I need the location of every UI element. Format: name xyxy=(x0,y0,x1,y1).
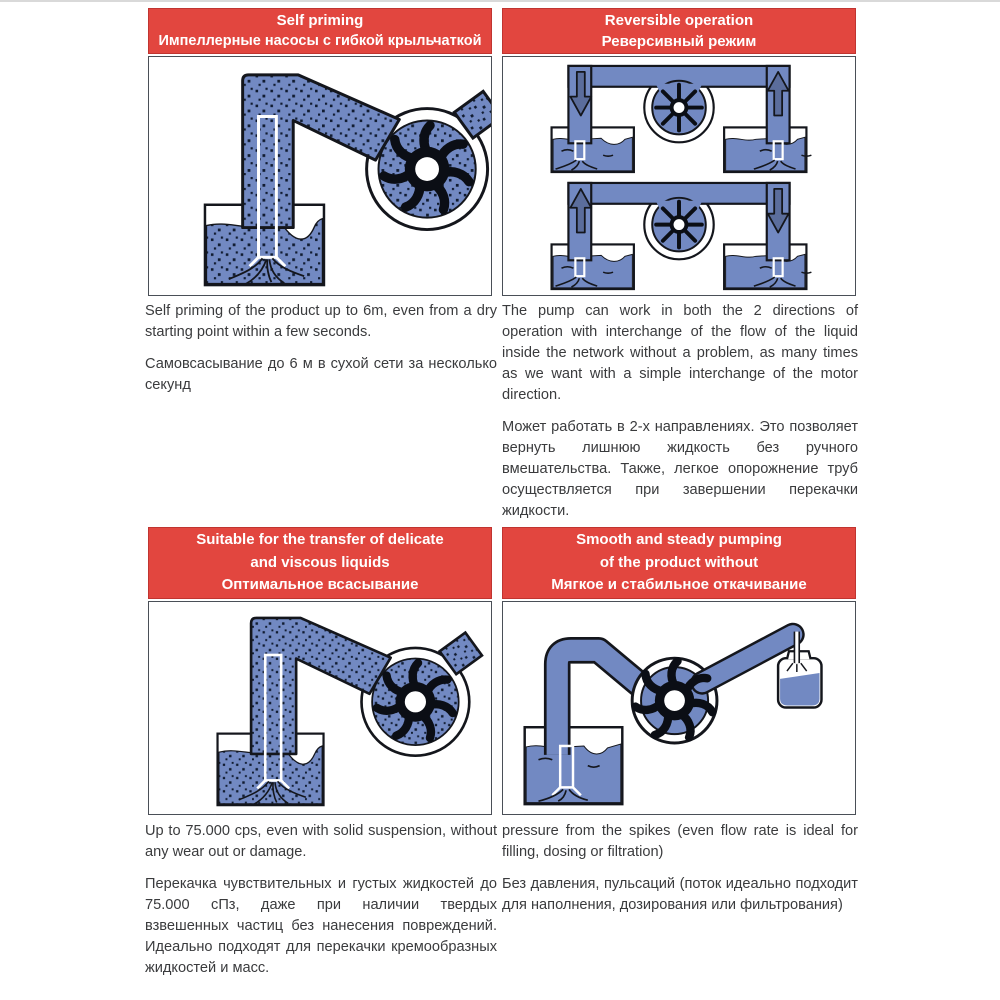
viscous-text-en: Up to 75.000 cps, even with solid suspension, without any wear out or damage. xyxy=(145,823,497,860)
reversible-text-en: The pump can work in both the 2 directions of operation with interchange of the flow of the liquid inside the network without a problem, as many times as we want with a simple interchange of the motor direction. xyxy=(502,303,858,403)
header-smooth-pumping-en1: Smooth and steady pumping xyxy=(576,531,782,549)
reversible-text-ru: Может работать в 2-х направлениях. Это позволяет вернуть лишнюю жидкость без ручного вмешательства. Также, легкое опорожнение труб осуществляется при завершении перекачки жидкости. xyxy=(502,419,858,519)
header-smooth-pumping-en2: of the product without xyxy=(599,553,759,571)
header-delicate-viscous-ru: Оптимальное всасывание xyxy=(221,576,419,594)
self-priming-text-ru: Самовсасывание до 6 м в сухой сети за несколько секунд xyxy=(145,356,497,393)
reversible-diagram xyxy=(502,56,856,296)
viscous-text xyxy=(145,821,497,990)
viscous-text-ru: Перекачка чувствительных и густых жидкостей до 75.000 сПз, даже при наличии твердых взвешенных частиц без нанесения повреждений. Идеально подходят для перекачки кремообразных жидкостей и масс. xyxy=(145,876,497,976)
viscous-transfer-diagram xyxy=(148,601,492,815)
header-self-priming-ru: Импеллерные насосы с гибкой крыльчаткой xyxy=(158,33,482,49)
smooth-pumping-text-en: pressure from the spikes (even flow rate is ideal for filling, dosing or filtration) xyxy=(502,823,858,860)
smooth-pumping-illustration xyxy=(503,602,855,814)
header-smooth-pumping-ru: Мягкое и стабильное откачивание xyxy=(551,576,807,594)
header-self-priming xyxy=(148,8,492,54)
header-reversible xyxy=(502,8,856,54)
header-reversible-en: Reversible operation xyxy=(604,12,754,29)
smooth-pumping-text xyxy=(502,821,858,927)
viscous-pump-illustration xyxy=(149,602,491,814)
header-delicate-viscous-en2: and viscous liquids xyxy=(250,553,390,571)
self-priming-pump-illustration xyxy=(149,57,491,295)
header-reversible-ru: Реверсивный режим xyxy=(601,33,757,50)
smooth-pumping-diagram xyxy=(502,601,856,815)
header-self-priming-en: Self priming xyxy=(276,12,364,29)
reversible-pump-illustration xyxy=(503,57,855,295)
self-priming-diagram xyxy=(148,56,492,296)
self-priming-text xyxy=(145,301,497,407)
reversible-text xyxy=(502,301,858,533)
header-smooth-pumping xyxy=(502,527,856,599)
page-top-edge xyxy=(0,0,1000,2)
header-delicate-viscous-en1: Suitable for the transfer of delicate xyxy=(196,531,444,549)
self-priming-text-en: Self priming of the product up to 6m, even from a dry starting point within a few seconds. xyxy=(145,303,497,340)
smooth-pumping-text-ru: Без давления, пульсаций (поток идеально подходит для наполнения, дозирования или фильтрования) xyxy=(502,876,858,913)
header-delicate-viscous xyxy=(148,527,492,599)
